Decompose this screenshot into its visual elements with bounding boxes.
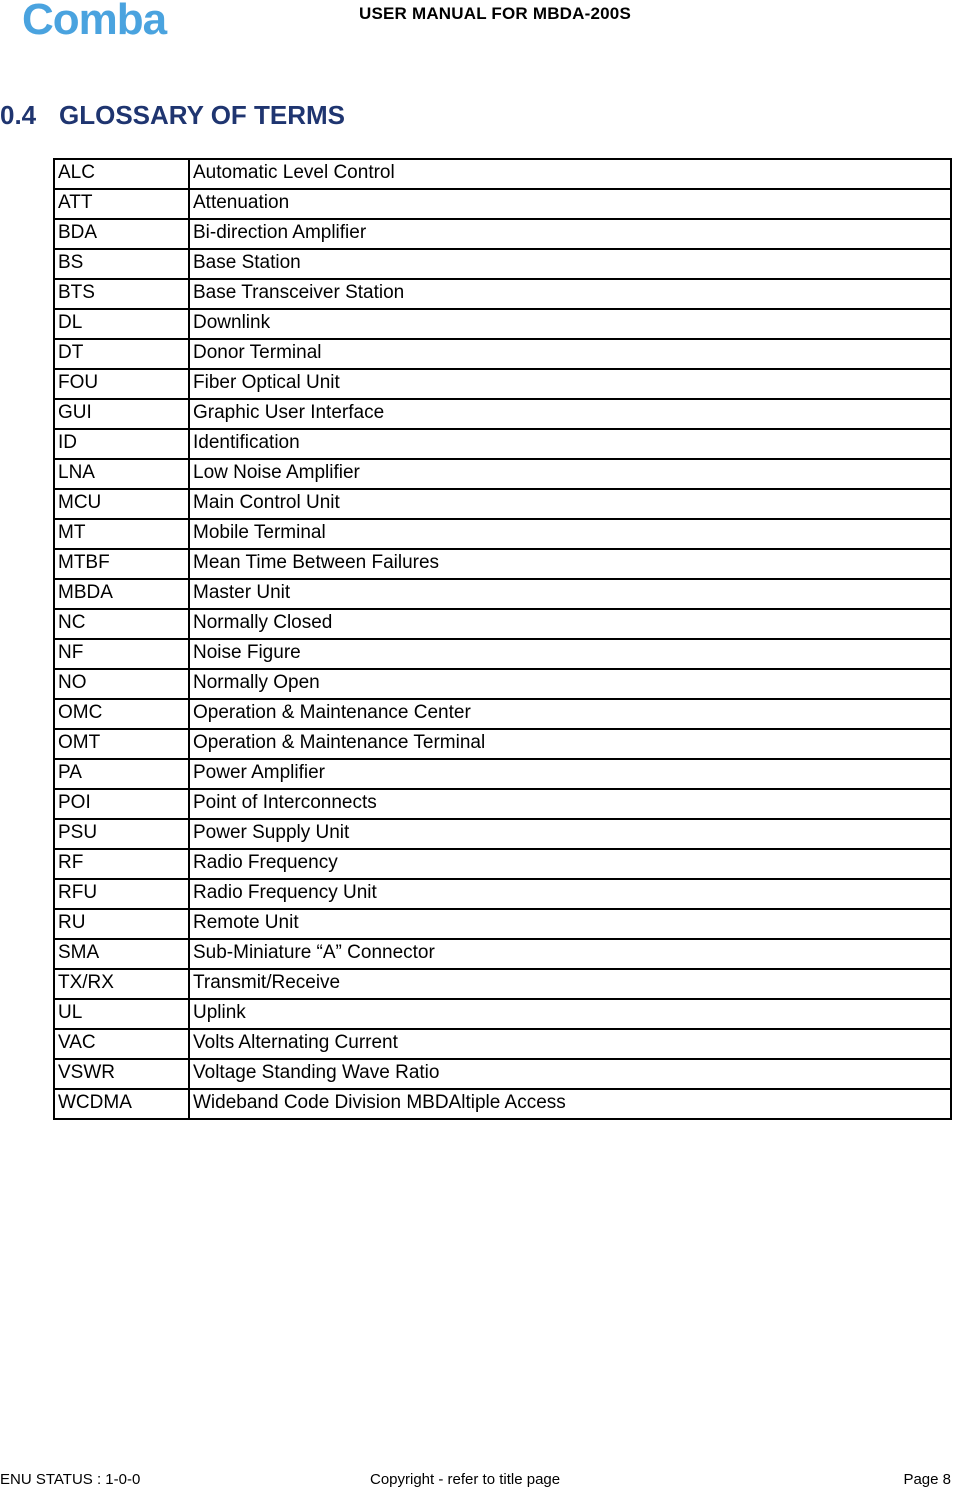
table-row <box>54 609 951 639</box>
glossary-definition: Noise Figure <box>189 639 951 669</box>
glossary-definition: Power Amplifier <box>189 759 951 789</box>
table-row <box>54 159 951 189</box>
glossary-definition: Power Supply Unit <box>189 819 951 849</box>
glossary-abbreviation: RFU <box>54 879 189 909</box>
table-row <box>54 789 951 819</box>
glossary-definition: Operation & Maintenance Center <box>189 699 951 729</box>
table-row <box>54 369 951 399</box>
page-footer <box>0 1471 953 1491</box>
glossary-abbreviation: VSWR <box>54 1059 189 1089</box>
glossary-abbreviation: NO <box>54 669 189 699</box>
glossary-definition: Wideband Code Division MBDAltiple Access <box>189 1089 951 1119</box>
glossary-abbreviation: FOU <box>54 369 189 399</box>
glossary-definition: Radio Frequency <box>189 849 951 879</box>
glossary-abbreviation: BS <box>54 249 189 279</box>
table-row <box>54 669 951 699</box>
table-row <box>54 1029 951 1059</box>
table-row <box>54 999 951 1029</box>
glossary-definition: Operation & Maintenance Terminal <box>189 729 951 759</box>
glossary-definition: Automatic Level Control <box>189 159 951 189</box>
table-row <box>54 729 951 759</box>
glossary-definition: Donor Terminal <box>189 339 951 369</box>
glossary-definition: Mobile Terminal <box>189 519 951 549</box>
glossary-definition: Attenuation <box>189 189 951 219</box>
table-row <box>54 1089 951 1119</box>
table-row <box>54 909 951 939</box>
glossary-definition: Uplink <box>189 999 951 1029</box>
glossary-abbreviation: VAC <box>54 1029 189 1059</box>
glossary-abbreviation: TX/RX <box>54 969 189 999</box>
glossary-abbreviation: RF <box>54 849 189 879</box>
glossary-definition: Master Unit <box>189 579 951 609</box>
table-row <box>54 309 951 339</box>
footer-page-number: Page 8 <box>903 1471 951 1488</box>
glossary-abbreviation: NC <box>54 609 189 639</box>
table-row <box>54 639 951 669</box>
table-row <box>54 519 951 549</box>
glossary-definition: Identification <box>189 429 951 459</box>
logo-text: Comba <box>22 0 167 42</box>
glossary-abbreviation: BTS <box>54 279 189 309</box>
glossary-definition: Voltage Standing Wave Ratio <box>189 1059 951 1089</box>
glossary-definition: Main Control Unit <box>189 489 951 519</box>
glossary-definition: Transmit/Receive <box>189 969 951 999</box>
glossary-definition: Normally Closed <box>189 609 951 639</box>
glossary-definition: Sub-Miniature “A” Connector <box>189 939 951 969</box>
table-row <box>54 849 951 879</box>
glossary-abbreviation: ATT <box>54 189 189 219</box>
table-row <box>54 459 951 489</box>
table-row <box>54 759 951 789</box>
glossary-definition: Radio Frequency Unit <box>189 879 951 909</box>
glossary-abbreviation: SMA <box>54 939 189 969</box>
glossary-abbreviation: UL <box>54 999 189 1029</box>
glossary-definition: Low Noise Amplifier <box>189 459 951 489</box>
glossary-abbreviation: ID <box>54 429 189 459</box>
table-row <box>54 969 951 999</box>
glossary-definition: Bi-direction Amplifier <box>189 219 951 249</box>
table-row <box>54 819 951 849</box>
glossary-definition: Point of Interconnects <box>189 789 951 819</box>
table-row <box>54 879 951 909</box>
glossary-body <box>54 159 951 1119</box>
glossary-abbreviation: OMC <box>54 699 189 729</box>
table-row <box>54 399 951 429</box>
section-title: GLOSSARY OF TERMS <box>59 100 346 130</box>
table-row <box>54 579 951 609</box>
comba-logo-graphic <box>22 0 212 42</box>
glossary-abbreviation: DL <box>54 309 189 339</box>
glossary-definition: Base Station <box>189 249 951 279</box>
document-title: USER MANUAL FOR MBDA-200S <box>359 4 631 23</box>
table-row <box>54 1059 951 1089</box>
glossary-abbreviation: PA <box>54 759 189 789</box>
glossary-abbreviation: BDA <box>54 219 189 249</box>
glossary-abbreviation: MT <box>54 519 189 549</box>
glossary-definition: Remote Unit <box>189 909 951 939</box>
table-row <box>54 279 951 309</box>
table-row <box>54 189 951 219</box>
glossary-abbreviation: OMT <box>54 729 189 759</box>
glossary-definition: Volts Alternating Current <box>189 1029 951 1059</box>
glossary-abbreviation: LNA <box>54 459 189 489</box>
glossary-abbreviation: NF <box>54 639 189 669</box>
glossary-abbreviation: WCDMA <box>54 1089 189 1119</box>
glossary-definition: Graphic User Interface <box>189 399 951 429</box>
footer-copyright: Copyright - refer to title page <box>370 1471 561 1488</box>
glossary-definition: Downlink <box>189 309 951 339</box>
glossary-definition: Base Transceiver Station <box>189 279 951 309</box>
glossary-abbreviation: MTBF <box>54 549 189 579</box>
comba-logo <box>22 0 212 42</box>
glossary-definition: Fiber Optical Unit <box>189 369 951 399</box>
glossary-table <box>53 158 952 1120</box>
glossary-abbreviation: MBDA <box>54 579 189 609</box>
table-row <box>54 429 951 459</box>
glossary-abbreviation: POI <box>54 789 189 819</box>
table-row <box>54 249 951 279</box>
glossary-abbreviation: PSU <box>54 819 189 849</box>
glossary-definition: Normally Open <box>189 669 951 699</box>
glossary-definition: Mean Time Between Failures <box>189 549 951 579</box>
footer-status: ENU STATUS : 1-0-0 <box>0 1471 141 1488</box>
glossary-abbreviation: DT <box>54 339 189 369</box>
table-row <box>54 699 951 729</box>
table-row <box>54 219 951 249</box>
table-row <box>54 489 951 519</box>
glossary-abbreviation: GUI <box>54 399 189 429</box>
table-row <box>54 339 951 369</box>
glossary-abbreviation: ALC <box>54 159 189 189</box>
section-number: 0.4 <box>0 100 37 130</box>
table-row <box>54 549 951 579</box>
table-row <box>54 939 951 969</box>
section-heading <box>0 100 345 131</box>
glossary-abbreviation: MCU <box>54 489 189 519</box>
glossary-abbreviation: RU <box>54 909 189 939</box>
